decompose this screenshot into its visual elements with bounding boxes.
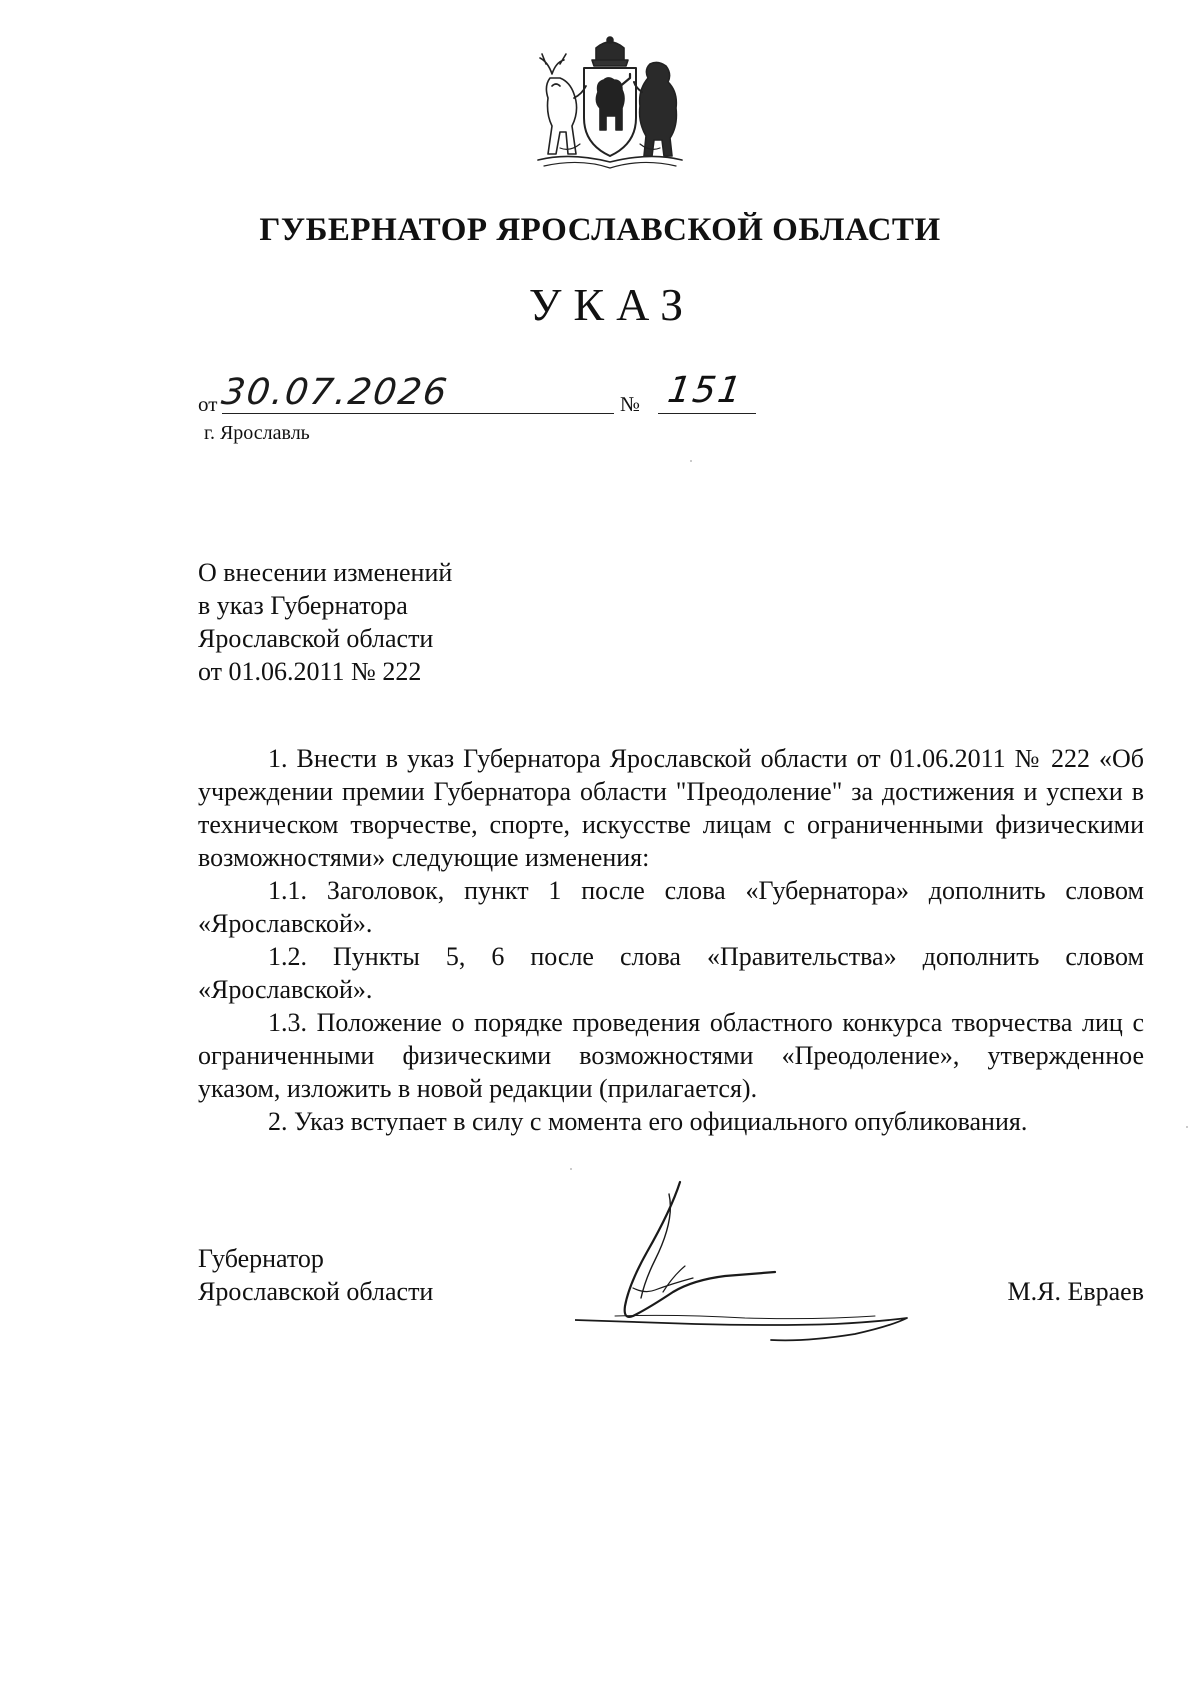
date-prefix: от	[198, 392, 218, 416]
signatory-title	[198, 1242, 433, 1308]
number-underline	[658, 413, 756, 414]
scan-speck	[690, 460, 692, 462]
handwritten-signature-icon	[575, 1180, 945, 1350]
issue-city: г. Ярославль	[204, 422, 310, 444]
subject-line: Ярославской области	[198, 624, 434, 653]
body-paragraph: 2. Указ вступает в силу с момента его официального опубликования.	[268, 1107, 1028, 1136]
body-paragraph: 1. Внести в указ Губернатора Ярославской области от 01.06.2011 № 222 «Об учреждении премии Губернатора области "Преодоление" за достижения и успехи в техническом творчестве, спорте, искусстве лицам с ограниченными физическими возможностями» следующие изменения:	[198, 744, 1144, 872]
subject-line: в указ Губернатора	[198, 591, 408, 620]
decree-body	[198, 742, 1144, 1138]
scan-speck	[570, 1168, 572, 1170]
number-prefix: №	[620, 392, 641, 416]
decree-number: 151	[665, 370, 746, 411]
body-paragraph: 1.3. Положение о порядке проведения областного конкурса творчества лиц с ограниченными физическими возможностями «Преодоление», утвержденное указом, изложить в новой редакции (прилагается).	[198, 1008, 1144, 1103]
decree-date: 30.07.2026	[219, 372, 452, 413]
subject-line: от 01.06.2011 № 222	[198, 657, 422, 686]
date-underline	[222, 413, 614, 414]
subject-line: О внесении изменений	[198, 558, 453, 587]
body-paragraph: 1.2. Пункты 5, 6 после слова «Правительства» дополнить словом «Ярославской».	[198, 942, 1144, 1004]
yaroslavl-coat-of-arms-icon	[530, 34, 690, 184]
registration-line	[198, 370, 746, 416]
body-paragraph: 1.1. Заголовок, пункт 1 после слова «Губернатора» дополнить словом «Ярославской».	[198, 876, 1144, 938]
signatory-title-line: Губернатор	[198, 1244, 324, 1273]
document-type: УКАЗ	[528, 279, 696, 330]
scan-speck	[1186, 1126, 1188, 1128]
issuing-authority: ГУБЕРНАТОР ЯРОСЛАВСКОЙ ОБЛАСТИ	[259, 212, 941, 248]
signatory-name: М.Я. Евраев	[1007, 1277, 1144, 1306]
decree-subject	[198, 556, 452, 688]
signatory-title-line: Ярославской области	[198, 1277, 434, 1306]
